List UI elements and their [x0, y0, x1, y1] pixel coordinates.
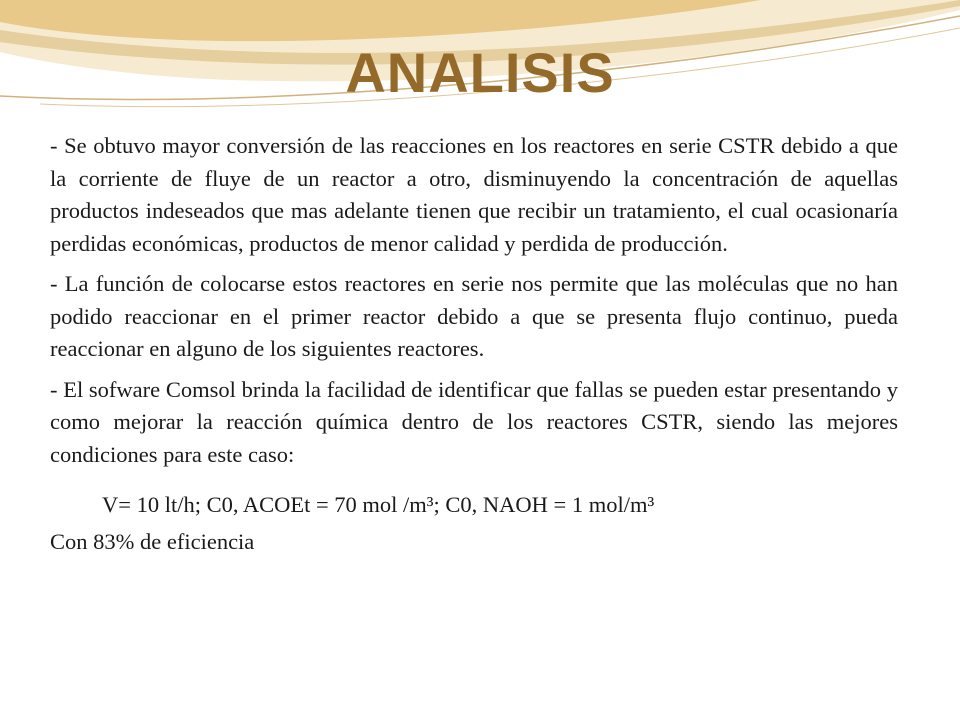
paragraph-conversion: - Se obtuvo mayor conversión de las reacciones en los reactores en serie CSTR debido a que la corriente de fluye de un reactor a otro, disminuyendo la concentración de aquellas productos indeseados que mas adelante tienen que recibir un tratamiento, el cual ocasionaría perdidas económicas, productos de menor calidad y perdida de producción.	[50, 133, 898, 256]
slide-body	[50, 130, 898, 558]
paragraph-series-function: - La función de colocarse estos reactores en serie nos permite que las moléculas que no han podido reaccionar en el primer reactor debido a que se presenta flujo continuo, pueda reaccionar en alguno de los siguientes reactores.	[50, 271, 898, 361]
slide-title: ANALISIS	[345, 41, 615, 104]
paragraph-comsol: - El sofware Comsol brinda la facilidad de identificar que fallas se pueden estar presentando y como mejorar la reacción química dentro de los reactores CSTR, siendo las mejores condiciones para este caso:	[50, 376, 898, 467]
conditions-formula: V= 10 lt/h; C0, ACOEt = 70 mol /m³; C0, NAOH = 1 mol/m³	[102, 492, 655, 517]
efficiency-text: Con 83% de eficiencia	[50, 528, 255, 554]
